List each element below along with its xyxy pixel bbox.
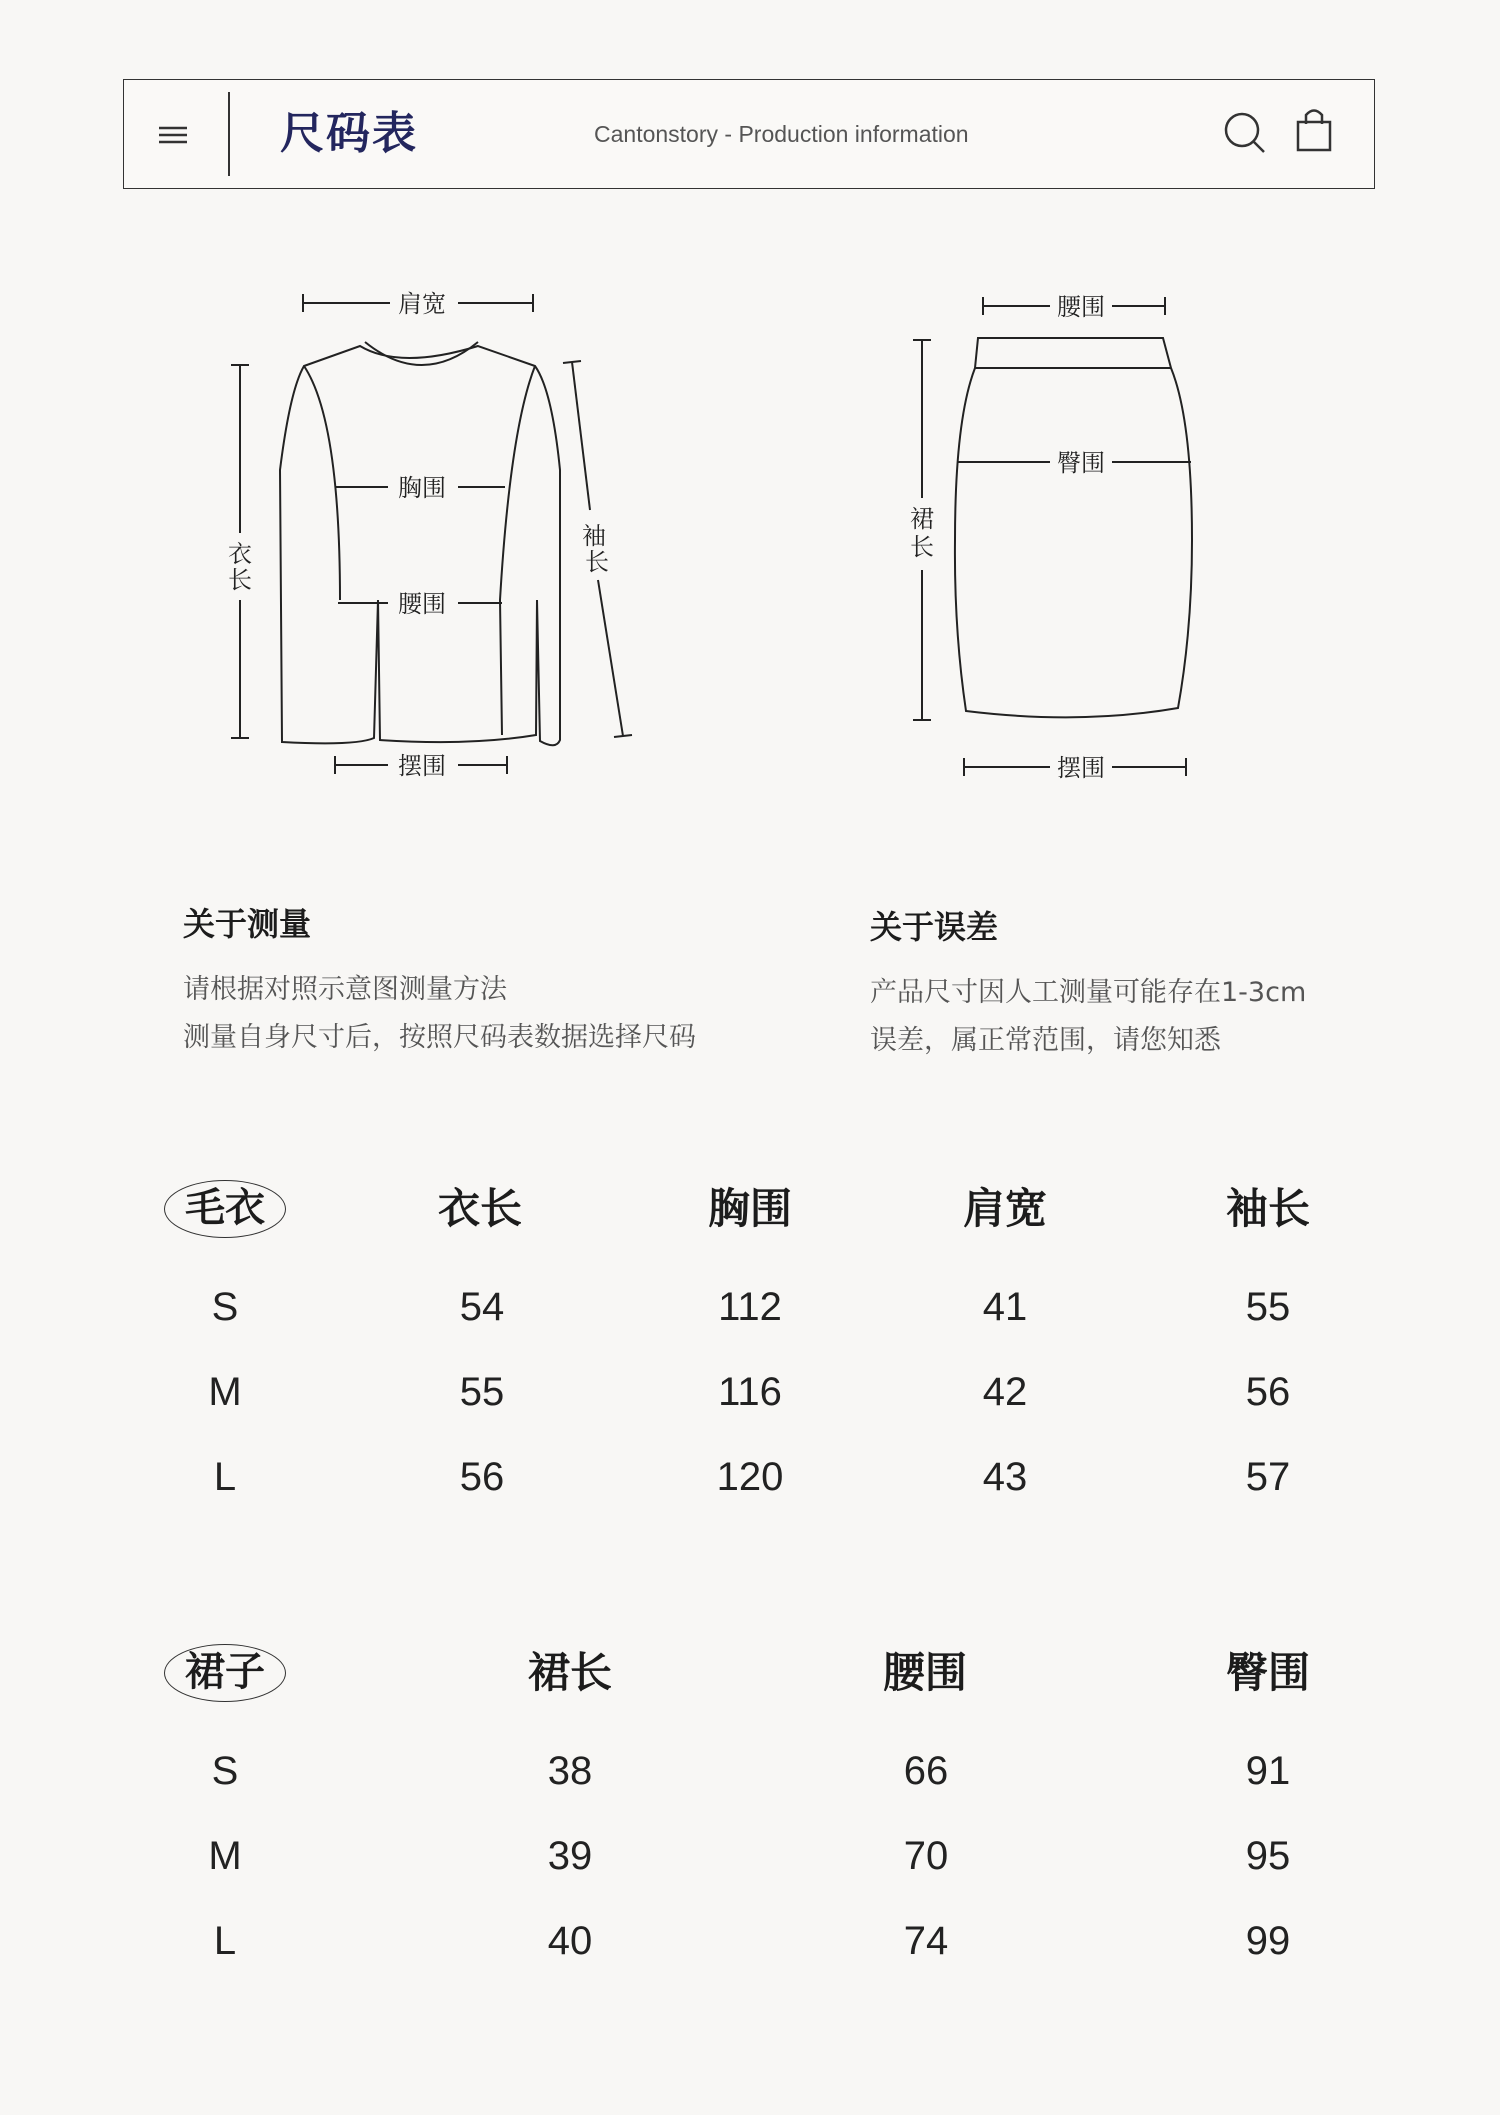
error-note-text (870, 969, 1306, 1065)
table-cell: 66 (903, 1749, 949, 1793)
table-cell: 57 (1245, 1455, 1291, 1499)
table-cell: 99 (1245, 1919, 1291, 1963)
measure-note-line: 测量自身尺寸后，按照尺码表数据选择尺码 (183, 1022, 696, 1053)
size-cell: M (208, 1370, 242, 1414)
sweater-diagram (200, 270, 660, 790)
size-cell: S (211, 1749, 239, 1793)
column-header: 肩宽 (962, 1184, 1047, 1233)
sleeve-label-2: 长 (585, 548, 609, 576)
error-note-title: 关于误差 (870, 908, 999, 946)
skirt-length-label-1: 裙 (910, 505, 934, 533)
table-cell: 95 (1245, 1834, 1291, 1878)
table-cell: 56 (459, 1455, 505, 1499)
column-header: 袖长 (1225, 1184, 1310, 1233)
waist-label: 腰围 (398, 590, 446, 618)
chest-label: 胸围 (398, 474, 446, 502)
skirt-waist-label: 腰围 (1057, 293, 1105, 321)
length-label-2: 长 (228, 566, 252, 594)
size-cell: L (213, 1919, 237, 1963)
sleeve-label-1: 袖 (582, 522, 606, 550)
table-cell: 91 (1245, 1749, 1291, 1793)
table-cell: 70 (903, 1834, 949, 1878)
table-cell: 38 (547, 1749, 593, 1793)
table-cell: 42 (982, 1370, 1028, 1414)
table-cell: 41 (982, 1285, 1028, 1329)
table-cell: 55 (1245, 1285, 1291, 1329)
error-note-line: 误差，属正常范围，请您知悉 (870, 1025, 1221, 1056)
column-header: 衣长 (437, 1184, 522, 1233)
measure-note-title: 关于测量 (183, 905, 312, 943)
table-cell: 112 (718, 1285, 782, 1329)
column-header: 裙长 (527, 1648, 612, 1697)
table-cell: 54 (459, 1285, 505, 1329)
skirt-diagram (880, 270, 1220, 790)
table-cell: 43 (982, 1455, 1028, 1499)
menu-icon[interactable] (154, 118, 192, 152)
skirt-badge (164, 1644, 286, 1702)
sweater-badge (164, 1180, 286, 1238)
table-cell: 74 (903, 1919, 949, 1963)
table-cell: 116 (718, 1370, 782, 1414)
header-divider (228, 92, 230, 176)
skirt-hem-label: 摆围 (1057, 754, 1105, 782)
top-bar (123, 79, 1375, 189)
page-subtitle: Cantonstory - Production information (594, 121, 969, 147)
length-label-1: 衣 (228, 540, 252, 568)
table-cell: 56 (1245, 1370, 1291, 1414)
table-cell: 39 (547, 1834, 593, 1878)
size-cell: S (211, 1285, 239, 1329)
column-header: 胸围 (707, 1184, 792, 1233)
skirt-length-label-2: 长 (910, 533, 934, 561)
sweater-badge-label: 毛衣 (185, 1185, 265, 1231)
measure-note-text (183, 966, 696, 1062)
page-title: 尺码表 (280, 108, 418, 159)
table-cell: 120 (716, 1455, 784, 1499)
skirt-hip-label: 臀围 (1057, 449, 1105, 477)
hem-label: 摆围 (398, 752, 446, 780)
size-cell: L (213, 1455, 237, 1499)
column-header: 腰围 (882, 1648, 967, 1697)
search-icon[interactable] (1222, 110, 1268, 156)
size-cell: M (208, 1834, 242, 1878)
table-cell: 40 (547, 1919, 593, 1963)
column-header: 臀围 (1225, 1648, 1310, 1697)
shopping-bag-icon[interactable] (1294, 106, 1334, 152)
error-note-line: 产品尺寸因人工测量可能存在1-3cm (870, 977, 1307, 1008)
skirt-badge-label: 裙子 (185, 1649, 265, 1695)
measure-note-line: 请根据对照示意图测量方法 (183, 974, 507, 1005)
shoulder-label: 肩宽 (398, 290, 446, 318)
table-cell: 55 (459, 1370, 505, 1414)
